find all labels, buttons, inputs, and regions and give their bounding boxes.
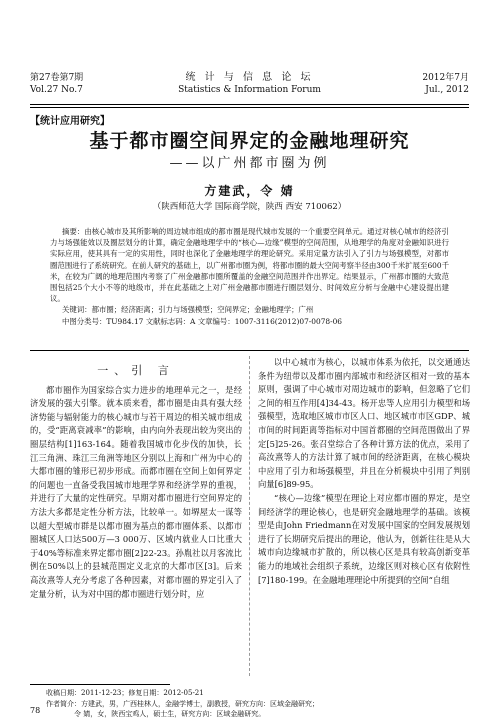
left-column	[30, 356, 242, 601]
author-intro: 令 婧，女，陕西宝鸡人，硕士生，研究方向：区域金融研究。	[74, 710, 266, 718]
classification-info: 中图分类号：TU984.17 文献标志码：A 文章编号：1007-3116(2012)07-0078-06	[62, 316, 342, 326]
right-paragraph: “核心—边缘”模型在理论上对应都市圈的界定，是空间经济学的理论核心，也是研究金融地理学的基础。该模型是由John Friedmann在对发展中国家的空间发展规划进行了长期研究后提出的理论，他认为，创新往往是从大城市向边缘城市扩散的，所以核心区是具有较高创新变革能力的地域社会组织子系统，边缘区则对核心区有依附性[7]180-199。在金融地理理论中所提到的空间“自组	[258, 492, 470, 585]
volume-en: Vol.27 No.7	[30, 85, 83, 95]
abstract-block	[50, 226, 449, 327]
journal-name	[30, 72, 469, 96]
running-header	[30, 72, 469, 106]
journal-en: Statistics & Information Forum	[178, 85, 321, 95]
column-tag: 【统计应用研究】	[30, 116, 110, 127]
right-column	[258, 356, 470, 587]
journal-cn: 统 计 与 信 息 论 坛	[185, 72, 314, 83]
abstract-text: 摘要：由核心城市及其所影响的周边城市组成的都市圈是现代城市发展的一个重要空间单元。通过对核心城市的经济引力与场强能效以及圈层划分的计算，确定金融地理学中的“核心—边缘”模型的空间范围，从地理学的角度对金融知识进行实际应用，使其具有一定的实用性，同时也深化了金融地理学的理论研究。采用定量方法引入了引力与场强模型，对都市圈范围进行了系统研究。在前人研究的基础上，以广州都市圈为例，将都市圈的最大空间考察半径由300千米扩展至600千米，在较为广阔的地理范围内考察了广州金融都市圈所覆盖的金融空间范围并作出界定。结果显示，广州都市圈的大致范围包括25个大小不等的地级市，并在此基础之上对广州金融都市圈进行圈层划分、时间效应分析与金融中心建设提出建议。	[50, 227, 449, 304]
section-title: 一、引 言	[97, 364, 175, 377]
keywords: 关键词：都市圈；经济距离；引力与场强模型；空间界定；金融地理学；广州	[62, 305, 314, 315]
date-en: Jul., 2012	[425, 85, 469, 95]
abstract-divider	[30, 350, 469, 351]
page-number: 78	[30, 706, 41, 715]
header-rule-thick	[30, 104, 469, 105]
affiliation: （陕西师范大学 国际商学院，陕西 西安 710062）	[152, 202, 347, 212]
paper-subtitle: ——以广州都市圈为例	[169, 156, 330, 171]
received-date: 收稿日期：2011-12-23；修复日期：2012-05-21	[46, 689, 204, 697]
header-rule-thin	[30, 107, 469, 108]
authors: 方建武，令 婧	[204, 184, 295, 198]
footnotes	[30, 688, 469, 720]
issue-date	[422, 72, 469, 96]
column-separator	[249, 356, 250, 676]
date-cn: 2012年7月	[422, 73, 469, 83]
left-paragraph: 都市圈作为国家综合实力进步的地理单元之一，是经济发展的强大引擎。就本质来看，都市圈是由具有强大经济势能与辐射能力的核心城市与若干周边的相关城市组成的，受“距离衰减率”的影响，由内向外表现出较为突出的圈层结构[1]163-164。随着我国城市化步伐的加快，长江三角洲、珠江三角洲等地区分别以上海和广州为中心的大都市圈的雏形已初步形成。而都市圈在空间上如何界定的问题也一直备受我国城市地理学界和经济学界的重视，并进行了大量的定性研究。早期对都市圈进行空间界定的方法大多都是定性分析方法，比较单一。如堺屋太一谋等以超大型城市群是以都市圈为基点的都市圈体系、以都市圈城区人口达500万—3 000万、区域内就业人口比重大于40%等标准来界定都市圈[2]22-23。孙胤社以月客流比例在50%以上的县城范围定义北京的大都市区[3]。后来高汝熹等人充分考虑了各种因素，对都市圈的界定引入了定量分析，认为对中国的都市圈进行划分时，应	[30, 384, 242, 599]
author-intro: 作者简介：方建武，男，广西桂林人，金融学博士，副教授，研究方向：区域金融研究；	[46, 699, 319, 708]
footnote-rule	[30, 684, 170, 685]
right-paragraph: 以中心城市为核心，以城市体系为依托，以交通通达条件为纽带以及都市圈内部城市和经济区相对一致的基本原则，强调了中心城市对周边城市的影响，但忽略了它们之间的相互作用[4]34-43。杨开忠等人应用引力模型和场强模型，选取地区城市市区人口、地区城市市区GDP、城市间的时间距离等指标对中国首都圈的空间范围做出了界定[5]25-26。张召堂综合了各种计算方法的优点，采用了高汝熹等人的方法计算了城市间的经济距离，在核心模块中应用了引力和场强模型，并且在分析模块中引用了判别向量[6]89-95。	[258, 357, 470, 490]
paper-title: 基于都市圈空间界定的金融地理研究	[89, 130, 410, 152]
volume-cn: 第27卷第7期	[30, 73, 84, 83]
